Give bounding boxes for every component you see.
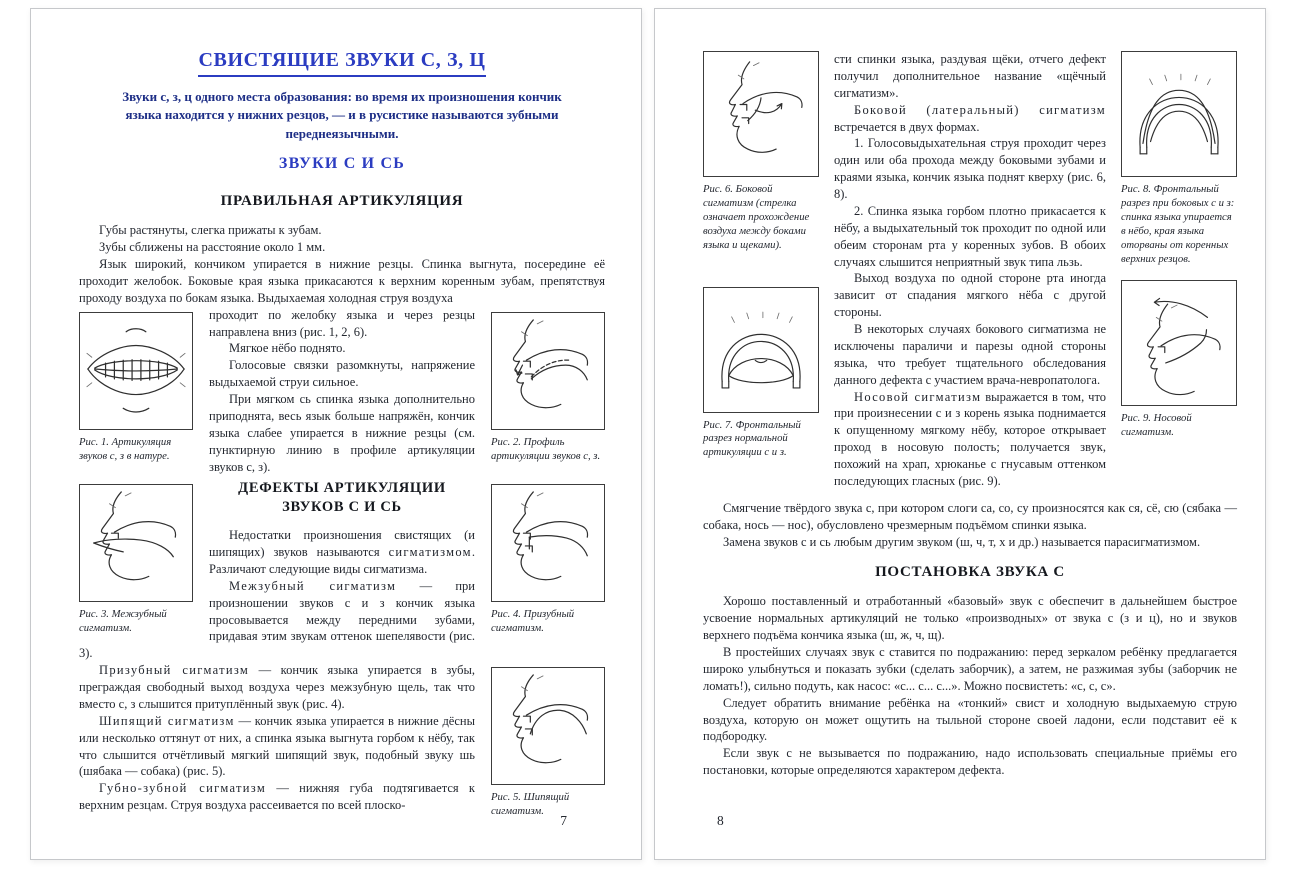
figure-4 — [491, 484, 605, 636]
paragraph: В простейших случаях звук с ставится по подражанию: перед зеркалом ребёнку предлагается широко улыбнуться и показать зубки (сделать заборчик), а затем, не разжимая зубы (заборчик не ломать!), сильно подуть, как насос: «с... с... с...». Можно посвистеть: «с, с, с». — [703, 645, 1237, 693]
paragraph — [834, 389, 1106, 490]
sounds-heading: ЗВУКИ С И СЬ — [278, 155, 406, 173]
figure-3 — [79, 484, 193, 636]
emphasis: Боковой (латеральный) сигматизм — [854, 102, 1106, 117]
emphasis: Губно-зубной сигматизм — [99, 781, 267, 796]
figure-6 — [703, 51, 819, 253]
main-text-column — [834, 51, 1106, 490]
figure-column-spacer — [1121, 266, 1237, 280]
paragraph: В некоторых случаях бокового сигматизма не исключены параличи и парезы одной стороны языка, что требует тщательного обследования данного дефекта с участием врача-невропатолога. — [834, 322, 1106, 387]
figure-8 — [1121, 51, 1237, 266]
setup-heading: ПОСТАНОВКА ЗВУКА С — [875, 564, 1065, 581]
paragraph: Голосовые связки разомкнуты, напряжение выдыхаемой струи сильное. — [209, 358, 475, 390]
paragraph: Мягкое нёбо поднято. — [229, 341, 346, 356]
left-figure-column — [703, 51, 819, 490]
paragraph-run: — кончик языка упирается в зубы, преграждая свободный выход воздуха через межзубную щель, так что вместо с, з слышится притуплённый звук (рис. 4). — [79, 663, 475, 711]
paragraph: При мягком сь спинка языка дополнительно приподнята, весь язык больше напряжён, кончик языка слабее упирается в нижние резцы (см. пунктирную линию в профиле артикуляции звуков с, з). — [209, 392, 475, 474]
paragraph: Хорошо поставленный и отработанный «базовый» звук с обеспечит в дальнейшем быстрое усвоение нормальных артикуляций не только «производных» от звука с (з и ц), но и звуков верхнего подъёма кончика языка (ш, ж, ч, щ). — [703, 594, 1237, 643]
articulation-heading: ПРАВИЛЬНАЯ АРТИКУЛЯЦИЯ — [220, 193, 464, 210]
fig5-image — [491, 667, 605, 785]
figure-7 — [703, 287, 819, 461]
left-page — [30, 8, 642, 860]
paragraph: Смягчение твёрдого звука с, при котором слоги са, со, су произносятся как ся, сё, сю (сябака — собака, нось — нос), обусловлено чрезмерным подъёмом спинки языка. — [703, 500, 1237, 532]
paragraph-run: встречается в двух формах. — [834, 119, 980, 134]
defects-heading: ДЕФЕКТЫ АРТИКУЛЯЦИИ ЗВУКОВ С И СЬ — [238, 480, 446, 516]
fig4-image — [491, 484, 605, 602]
fig6-image — [703, 51, 819, 177]
frontal-section-normal-illustration — [706, 290, 816, 410]
fig7-image — [703, 287, 819, 413]
chapter-title-text: СВИСТЯЩИЕ ЗВУКИ С, З, Ц — [198, 49, 485, 77]
right-figure-column — [1121, 51, 1237, 490]
fig1-image — [79, 312, 193, 430]
paragraph-run: — кончик языка упирается в нижние дёсны или несколько оттянут от них, а спинка языка выгнута горбом к нёбу, так что слышится отчётливый мягкий шипящий звук, подобный звуку шь (шябака — собака) (рис. 5). — [79, 713, 475, 779]
paragraph-run: выражается в том, что при произнесении с и з корень языка поднимается к опущенному мягкому нёбу, которое открывает проход в носовую полость; получается звук, похожий на храп, хрюканье с гнусавым оттенком последующих гласных (рис. 9). — [834, 389, 1106, 488]
fig8-caption: Рис. 8. Фронтальный разрез при боковых с и з: спинка языка упирается в нёбо, края языка оторваны от коренных верхних резцов. — [1121, 183, 1235, 265]
lateral-sigmatism-illustration — [706, 54, 816, 174]
three-column-section — [703, 51, 1237, 490]
fig7-caption: Рис. 7. Фронтальный разрез нормальной артикуляции с и з. — [703, 418, 801, 459]
paragraph: Язык широкий, кончиком упирается в нижние резцы. Спинка выгнута, посередине её проходит желобок. Боковые края языка прикасаются к верхним коренным зубам, препятствуя проходу воздуха по бокам языка. Выдыхаемая холодная струя воздуха — [79, 257, 605, 305]
figure-9 — [1121, 280, 1237, 440]
fig2-caption: Рис. 2. Профиль артикуляции звуков с, з. — [491, 435, 601, 462]
fig6-caption: Рис. 6. Боковой сигматизм (стрелка означает прохождение воздуха между боками языка и щеками). — [703, 183, 810, 251]
right-page-content — [655, 9, 1265, 859]
emphasis: Межзубный сигматизм — [229, 578, 397, 593]
fig8-image — [1121, 51, 1237, 177]
right-page — [654, 8, 1266, 860]
emphasis: сигматизмом — [388, 545, 472, 560]
paragraph-run: . Различают следующие виды сигматизма. — [209, 545, 475, 576]
articulation-figures-block — [79, 307, 605, 476]
paragraph-run: — нижняя губа подтягивается к верхним резцам. Струя воздуха рассеивается по всей плоско- — [79, 781, 476, 813]
figure-5 — [491, 667, 605, 819]
nasal-sigmatism-illustration — [1124, 283, 1234, 403]
emphasis: Призубный сигматизм — [99, 663, 250, 678]
paragraph: Если звук с не вызывается по подражанию, надо использовать специальные приёмы его постановки, которые определяются характером дефекта. — [703, 746, 1237, 778]
fig4-caption: Рис. 4. Призубный сигматизм. — [491, 608, 575, 635]
lips-front-illustration — [82, 315, 190, 427]
paragraph: проходит по желобку языка и через резцы направлена вниз (рис. 1, 2, 6). — [209, 307, 475, 339]
page-number: 7 — [560, 813, 567, 828]
fig5-caption: Рис. 5. Шипящий сигматизм. — [491, 791, 570, 818]
frontal-section-lateral-illustration — [1124, 54, 1234, 174]
hissing-sigmatism-illustration — [494, 670, 602, 782]
paragraph: Губы растянуты, слегка прижаты к зубам. — [99, 223, 322, 238]
interdental-sigmatism-illustration — [82, 487, 190, 599]
page-number: 8 — [717, 813, 724, 828]
intro-paragraph: Звуки с, з, ц одного места образования: во время их произношения кончик языка находится у нижних резцов, — и в русистике называются зубными переднеязычными. — [122, 89, 562, 141]
fig9-caption: Рис. 9. Носовой сигматизм. — [1121, 412, 1192, 439]
paragraph-run: — при произношении звуков с и з кончик языка просовывается между передними зубами, придавая этим звукам оттенок шепелявости (рис. 3). — [79, 578, 475, 661]
paragraph: сти спинки языка, раздувая щёки, отчего дефект получил дополнительное название «щёчный сигматизм». — [834, 52, 1106, 100]
emphasis: Носовой сигматизм — [854, 389, 982, 404]
fig2-image — [491, 312, 605, 430]
dental-sigmatism-illustration — [494, 487, 602, 599]
figure-2 — [491, 312, 605, 464]
fig3-image — [79, 484, 193, 602]
paragraph: 2. Спинка языка горбом плотно прикасается к нёбу, а выдыхательный ток проходит по одной или обеим сторонам рта у коренных зубов. В обоих случаях слышится неприятный звук типа льзь. — [834, 203, 1106, 269]
paragraph: Следует обратить внимание ребёнка на «тонкий» свист и холодную выдыхаемую струю воздуха, которую он может ощутить на тыльной стороне своей ладони, если подставит её к подбородку. — [703, 695, 1237, 744]
profile-s-z-illustration — [494, 315, 602, 427]
paragraph: Замена звуков с и сь любым другим звуком (ш, ч, т, х и др.) называется парасигматизмом. — [723, 534, 1201, 549]
emphasis: Шипящий сигматизм — [99, 713, 235, 728]
fig9-image — [1121, 280, 1237, 406]
paragraph: Зубы сближены на расстояние около 1 мм. — [99, 240, 326, 255]
paragraph — [834, 102, 1106, 136]
figure-column-spacer — [703, 253, 819, 287]
defects-block — [79, 479, 605, 823]
fig1-caption: Рис. 1. Артикуляция звуков с, з в натуре. — [79, 435, 172, 462]
figure-1 — [79, 312, 193, 464]
paragraph: Выход воздуха по одной стороне рта иногда зависит от спадания мягкого нёба с другой стороны. — [834, 271, 1106, 320]
fig3-caption: Рис. 3. Межзубный сигматизм. — [79, 608, 167, 635]
paragraph-run: Недостатки произношения свистящих (и шипящих) звуков называются — [209, 528, 475, 560]
paragraph: 1. Голосовыдыхательная струя проходит через один или оба прохода между боковыми зубами и краями языка, кончик языка поднят кверху (рис. 6, 8). — [834, 136, 1106, 201]
chapter-title — [79, 49, 605, 72]
left-page-content — [31, 9, 641, 859]
